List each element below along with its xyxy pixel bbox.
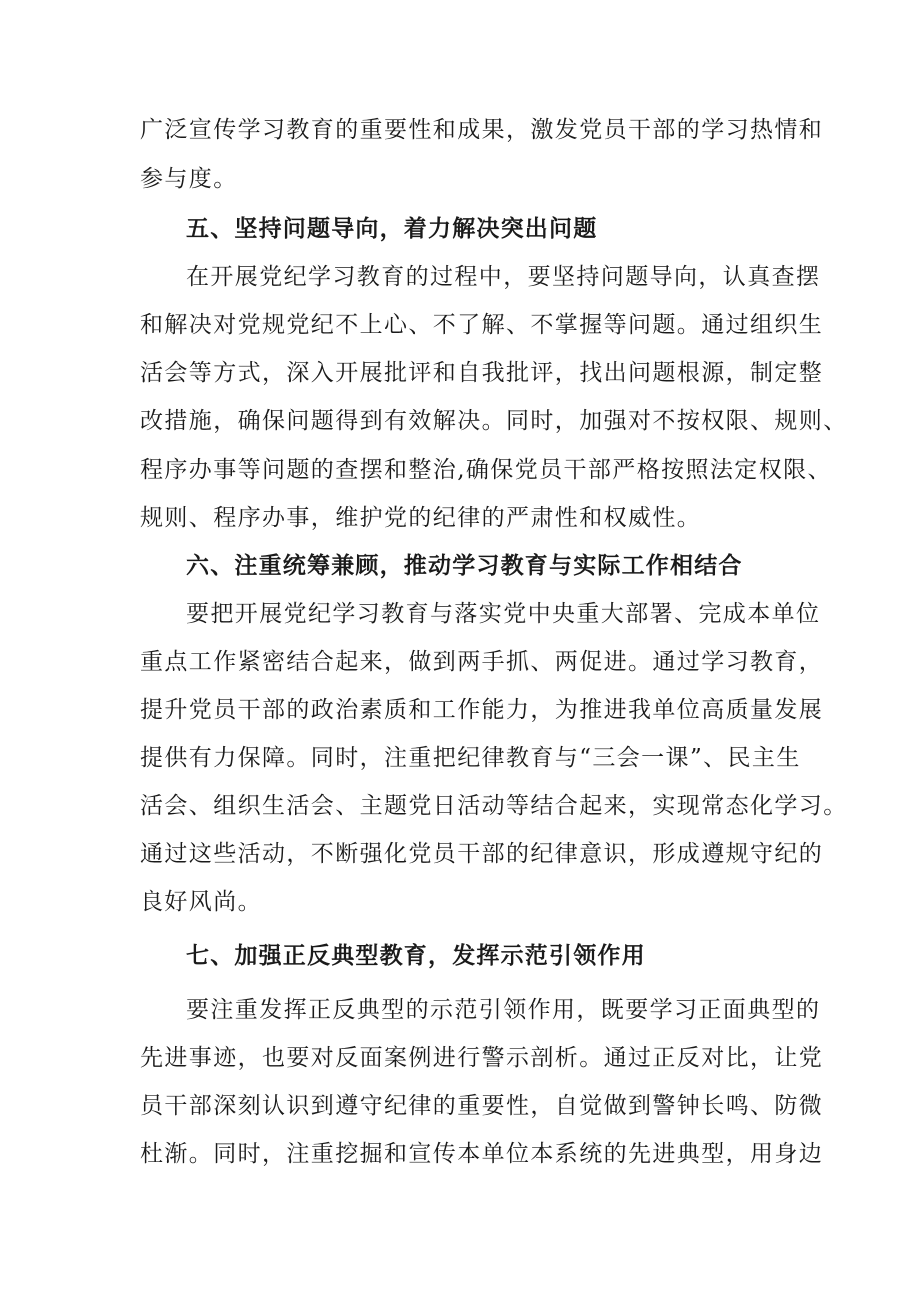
paragraph-line: 活会等方式，深入开展批评和自我批评，找出问题根源，制定整 (140, 360, 824, 386)
paragraph-line: 提升党员干部的政治素质和工作能力，为推进我单位高质量发展 (140, 697, 824, 723)
paragraph-line: 提供有力保障。同时，注重把纪律教育与“三会一课”、民主生 (140, 745, 801, 771)
paragraph-line: 通过这些活动，不断强化党员干部的纪律意识，形成遵规守纪的 (140, 841, 824, 867)
paragraph-line: 活会、组织生活会、主题党日活动等结合起来，实现常态化学习。 (140, 793, 848, 819)
paragraph-line: 程序办事等问题的查摆和整治,确保党员干部严格按照法定权限、 (140, 457, 832, 483)
paragraph-line: 良好风尚。 (140, 889, 262, 915)
paragraph-line: 参与度。 (140, 166, 238, 192)
section-heading-6: 六、注重统筹兼顾，推动学习教育与实际工作相结合 (186, 552, 743, 579)
paragraph-line: 规则、程序办事，维护党的纪律的严肃性和权威性。 (140, 505, 702, 531)
paragraph-line: 要把开展党纪学习教育与落实党中央重大部署、完成本单位 (186, 601, 821, 627)
paragraph-line: 广泛宣传学习教育的重要性和成果，激发党员干部的学习热情和 (140, 117, 824, 143)
paragraph-line: 在开展党纪学习教育的过程中，要坚持问题导向，认真查摆 (186, 264, 821, 290)
paragraph-line: 改措施，确保问题得到有效解决。同时，加强对不按权限、规则、 (140, 408, 848, 434)
paragraph-line: 员干部深刻认识到遵守纪律的重要性，自觉做到警钟长鸣、防微 (140, 1093, 824, 1119)
paragraph-line: 杜渐。同时，注重挖掘和宣传本单位本系统的先进典型，用身边 (140, 1141, 824, 1167)
section-heading-7: 七、加强正反典型教育，发挥示范引领作用 (186, 942, 646, 969)
paragraph-line: 和解决对党规党纪不上心、不了解、不掌握等问题。通过组织生 (140, 312, 824, 338)
paragraph-line: 要注重发挥正反典型的示范引领作用，既要学习正面典型的 (186, 997, 821, 1023)
paragraph-line: 先进事迹，也要对反面案例进行警示剖析。通过正反对比，让党 (140, 1045, 824, 1071)
section-heading-5: 五、坚持问题导向，着力解决突出问题 (186, 215, 598, 242)
paragraph-line: 重点工作紧密结合起来，做到两手抓、两促进。通过学习教育， (140, 649, 824, 675)
